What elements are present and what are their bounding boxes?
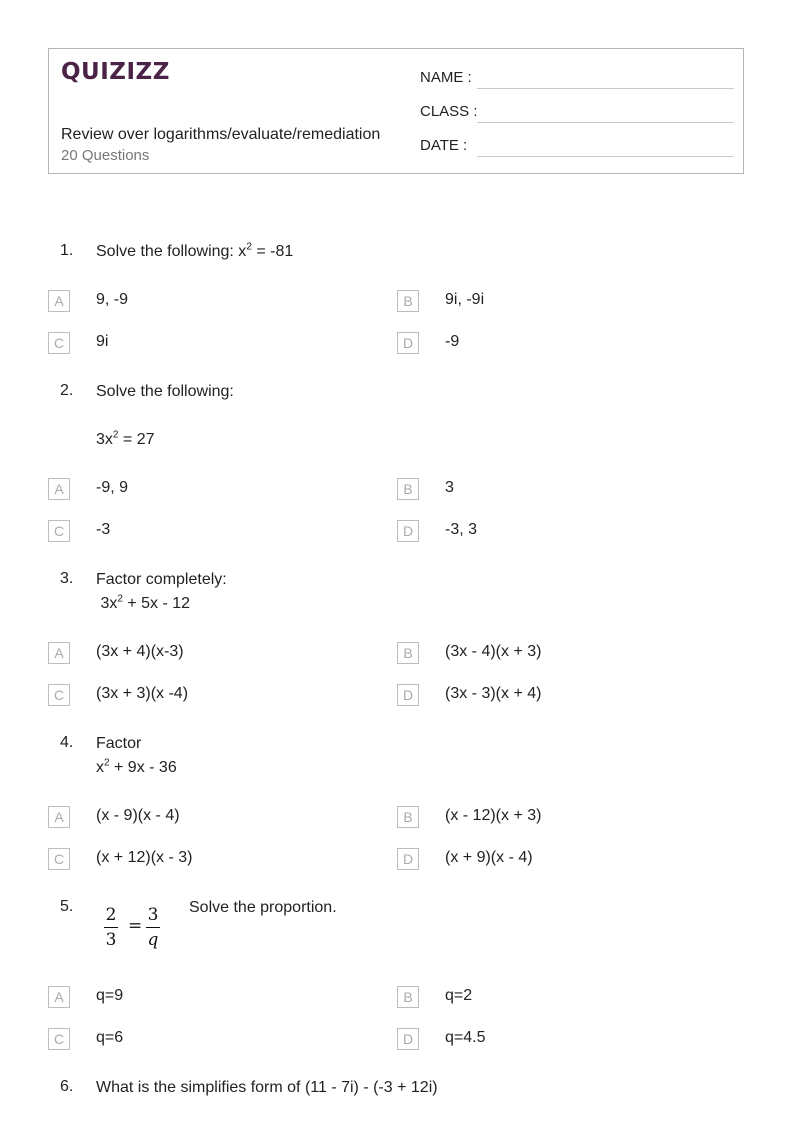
name-label: NAME : <box>420 69 472 86</box>
option-d-box[interactable]: D <box>397 520 419 542</box>
question-equation: $x^2 + 9x - 36$ <box>96 757 177 776</box>
question-text: Solve the following: <box>96 383 234 400</box>
question-equation: $3x^2 = 27$ <box>96 429 155 448</box>
option-a-box[interactable]: A <box>48 290 70 312</box>
question-number: 2. <box>60 382 74 399</box>
option-d-text: -9 <box>445 333 460 350</box>
question-text: Factor <box>96 735 142 752</box>
option-b-text: 9i, -9i <box>445 291 485 308</box>
option-d-text: (x + 9)(x - 4) <box>445 849 533 866</box>
option-c-box[interactable]: C <box>48 520 70 542</box>
option-a-text: (3x + 4)(x-3) <box>96 643 184 660</box>
option-c-box[interactable]: C <box>48 848 70 870</box>
worksheet-header <box>48 48 744 174</box>
question-number: 4. <box>60 734 74 751</box>
fraction-left: 2 3 <box>105 905 117 950</box>
option-d-text: q=4.5 <box>445 1029 486 1046</box>
option-c-text: -3 <box>96 521 111 538</box>
option-a-box[interactable]: A <box>48 806 70 828</box>
option-c-text: (x + 12)(x - 3) <box>96 849 193 866</box>
name-line[interactable] <box>477 88 734 89</box>
option-d-text: -3, 3 <box>445 521 478 538</box>
option-b-box[interactable]: B <box>397 986 419 1008</box>
date-label: DATE : <box>420 137 468 154</box>
option-c-text: (3x + 3)(x -4) <box>96 685 189 702</box>
equals-sign: = <box>128 916 143 936</box>
question-equation: $3x^2 + 5x - 12$ <box>96 593 191 612</box>
class-label: CLASS : <box>420 103 478 120</box>
option-a-text: -9, 9 <box>96 479 129 496</box>
question-number: 3. <box>60 570 74 587</box>
option-b-text: (x - 12)(x + 3) <box>445 807 542 824</box>
option-a-text: q=9 <box>96 987 124 1004</box>
option-a-text: (x - 9)(x - 4) <box>96 807 180 824</box>
option-b-text: (3x - 4)(x + 3) <box>445 643 542 660</box>
option-b-box[interactable]: B <box>397 642 419 664</box>
date-line[interactable] <box>477 156 734 157</box>
option-b-text: 3 <box>445 479 454 496</box>
option-d-box[interactable]: D <box>397 1028 419 1050</box>
question-number: 6. <box>60 1078 74 1095</box>
question-text: Solve the proportion. <box>189 899 337 916</box>
option-b-text: q=2 <box>445 987 473 1004</box>
option-b-box[interactable]: B <box>397 478 419 500</box>
class-field[interactable] <box>420 101 734 125</box>
option-d-text: (3x - 3)(x + 4) <box>445 685 542 702</box>
date-field[interactable] <box>420 135 734 159</box>
worksheet-title: Review over logarithms/evaluate/remediation <box>61 126 381 143</box>
option-b-box[interactable]: B <box>397 806 419 828</box>
question-number: 5. <box>60 898 74 915</box>
option-a-box[interactable]: A <box>48 986 70 1008</box>
option-c-box[interactable]: C <box>48 684 70 706</box>
question-text: What is the simplifies form of (11 - 7i) - (-3 + 12i) <box>96 1079 438 1096</box>
question-count: 20 Questions <box>61 147 150 164</box>
fraction-right: 3 q <box>147 905 159 950</box>
question-text: Solve the following: $x^2 = -81$ <box>96 241 294 260</box>
option-c-box[interactable]: C <box>48 332 70 354</box>
option-a-text: 9, -9 <box>96 291 129 308</box>
question-text: Factor completely: <box>96 571 227 588</box>
option-b-box[interactable]: B <box>397 290 419 312</box>
option-a-box[interactable]: A <box>48 642 70 664</box>
quizizz-logo: QUIZIZZ <box>61 59 170 85</box>
name-field[interactable] <box>420 67 734 91</box>
option-d-box[interactable]: D <box>397 684 419 706</box>
proportion-image <box>104 904 164 956</box>
class-line[interactable] <box>477 122 734 123</box>
option-a-box[interactable]: A <box>48 478 70 500</box>
question-number: 1. <box>60 242 74 259</box>
option-d-box[interactable]: D <box>397 332 419 354</box>
option-c-text: q=6 <box>96 1029 124 1046</box>
option-d-box[interactable]: D <box>397 848 419 870</box>
option-c-text: 9i <box>96 333 109 350</box>
option-c-box[interactable]: C <box>48 1028 70 1050</box>
